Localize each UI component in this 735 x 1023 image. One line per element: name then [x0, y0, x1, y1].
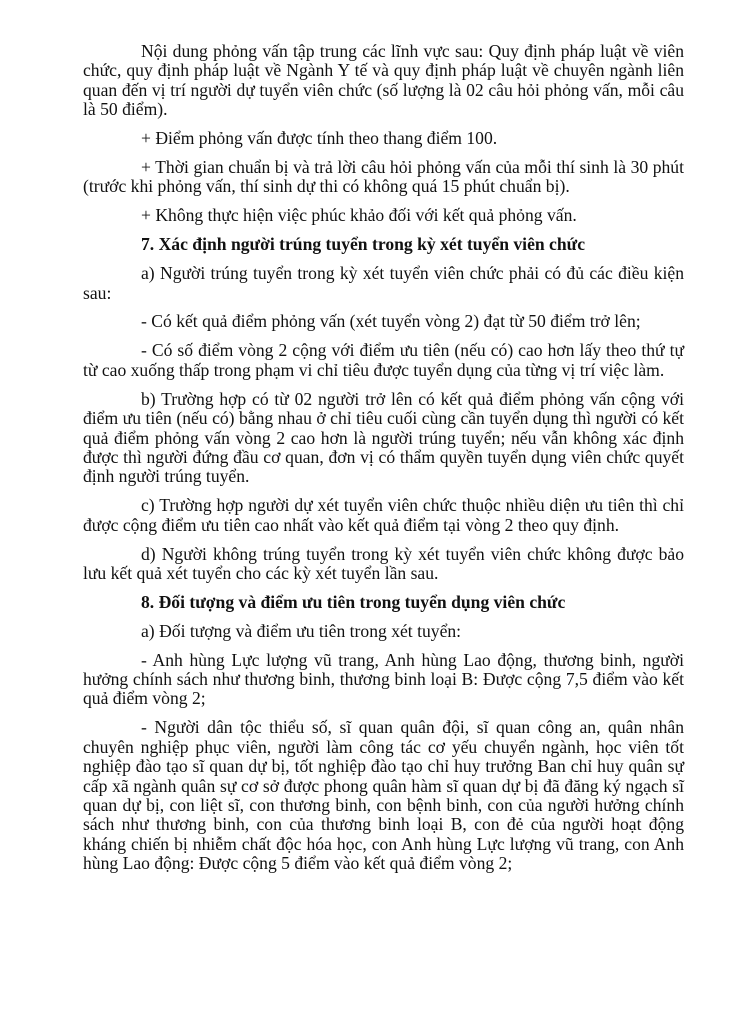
- paragraph-7a-condition-1: - Có kết quả điểm phỏng vấn (xét tuyển vòng 2) đạt từ 50 điểm trở lên;: [141, 311, 641, 332]
- paragraph-interview-time: + Thời gian chuẩn bị và trả lời câu hỏi phỏng vấn của mỗi thí sinh là 30 phút (trước khi phỏng vấn, thí sinh dự thi có không quá 15 phút chuẩn bị).: [83, 157, 684, 197]
- paragraph-7c: c) Trường hợp người dự xét tuyển viên chức thuộc nhiều diện ưu tiên thì chỉ được cộng điểm ưu tiên cao nhất vào kết quả điểm tại vòng 2 theo quy định.: [83, 495, 684, 535]
- paragraph-7a: a) Người trúng tuyển trong kỳ xét tuyển viên chức phải có đủ các điều kiện sau:: [83, 263, 684, 303]
- section-heading-7: 7. Xác định người trúng tuyển trong kỳ xét tuyển viên chức: [141, 234, 586, 255]
- paragraph-no-review: + Không thực hiện việc phúc khảo đối với kết quả phỏng vấn.: [141, 205, 577, 226]
- section-heading-8: 8. Đối tượng và điểm ưu tiên trong tuyển dụng viên chức: [141, 591, 566, 612]
- paragraph-interview-content: Nội dung phỏng vấn tập trung các lĩnh vực sau: Quy định pháp luật về viên chức, quy định pháp luật về Ngành Y tế và quy định pháp luật về chuyên ngành liên quan đến vị trí người dự tuyển viên chức (số lượng là 02 câu hỏi phỏng vấn, mỗi câu là 50 điểm).: [83, 41, 684, 120]
- paragraph-interview-scale: + Điểm phỏng vấn được tính theo thang điểm 100.: [141, 128, 498, 149]
- paragraph-7b: b) Trường hợp có từ 02 người trở lên có kết quả điểm phỏng vấn cộng với điểm ưu tiên (nếu có) bằng nhau ở chỉ tiêu cuối cùng cần tuyển dụng thì người có kết quả điểm phỏng vấn vòng 2 cao hơn là người trúng tuyển; nếu vẫn không xác định được thì người đứng đầu cơ quan, đơn vị có thẩm quyền tuyển dụng viên chức quyết định người trúng tuyển.: [83, 388, 684, 487]
- paragraph-7d: d) Người không trúng tuyển trong kỳ xét tuyển viên chức không được bảo lưu kết quả xét tuyển cho các kỳ xét tuyển lần sau.: [83, 543, 684, 583]
- paragraph-8a: a) Đối tượng và điểm ưu tiên trong xét tuyển:: [141, 620, 462, 641]
- paragraph-8a-group-1: - Anh hùng Lực lượng vũ trang, Anh hùng Lao động, thương binh, người hưởng chính sách như thương binh, thương binh loại B: Được cộng 7,5 điểm vào kết quả điểm vòng 2;: [83, 649, 684, 709]
- document-page: [83, 42, 684, 883]
- paragraph-7a-condition-2: - Có số điểm vòng 2 cộng với điểm ưu tiên (nếu có) cao hơn lấy theo thứ tự từ cao xuống thấp trong phạm vi chỉ tiêu được tuyển dụng của từng vị trí việc làm.: [83, 340, 684, 380]
- paragraph-8a-group-2: - Người dân tộc thiểu số, sĩ quan quân đội, sĩ quan công an, quân nhân chuyên nghiệp phục viên, người làm công tác cơ yếu chuyển ngành, học viên tốt nghiệp đào tạo sĩ quan dự bị, tốt nghiệp đào tạo chỉ huy trưởng Ban chỉ huy quân sự cấp xã ngành quân sự cơ sở được phong quân hàm sĩ quan dự bị đã đăng ký ngạch sĩ quan dự bị, con liệt sĩ, con thương binh, con bệnh binh, con của người hưởng chính sách như thương binh, con của thương binh loại B, con đẻ của người hoạt động kháng chiến bị nhiễm chất độc hóa học, con Anh hùng Lực lượng vũ trang, con Anh hùng Lao động: Được cộng 5 điểm vào kết quả điểm vòng 2;: [83, 717, 684, 874]
